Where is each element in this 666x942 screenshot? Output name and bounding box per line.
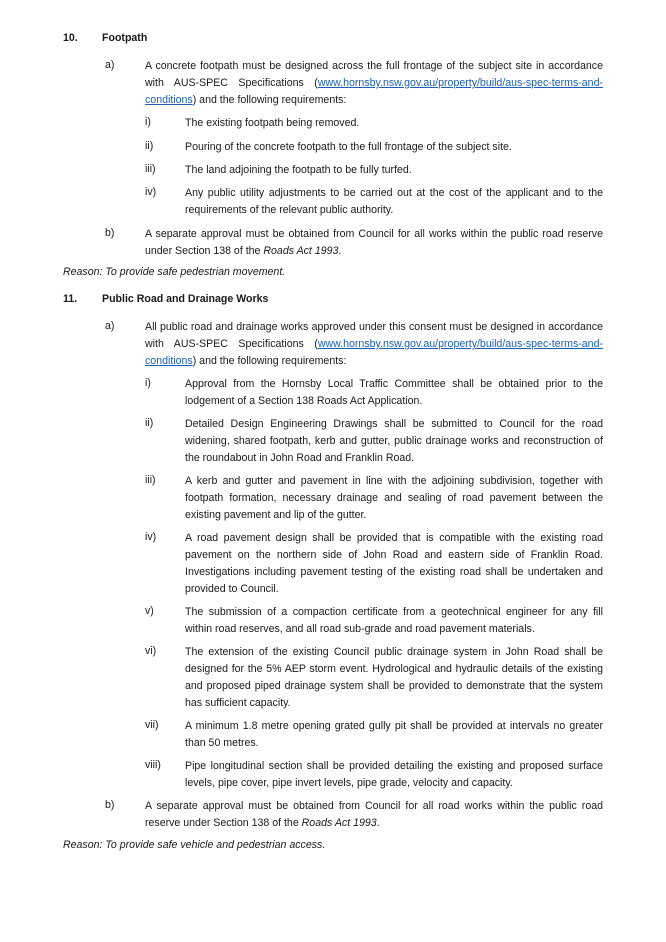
subitem-text: A kerb and gutter and pavement in line with the adjoining subdivision, together with footpath formation, necessary drainage and sealing of road pavement between the existing pavement and lip of the gutter. xyxy=(185,475,603,521)
subitem-label: i) xyxy=(145,116,151,128)
subitem-label: viii) xyxy=(145,759,161,771)
section-10-reason: Reason: To provide safe pedestrian movement. xyxy=(63,266,286,278)
section-10-title: Footpath xyxy=(102,32,148,44)
item-text: A separate approval must be obtained from Council for all road works within the public road reserve under Section 138 of the Roads Act 1993. xyxy=(145,800,603,829)
item-text: A separate approval must be obtained from Council for all works within the public road reserve under Section 138 of the Roads Act 1993. xyxy=(145,228,603,257)
subitem-label: iv) xyxy=(145,531,157,543)
subitem-label: vii) xyxy=(145,719,159,731)
item-text: A concrete footpath must be designed across the full frontage of the subject site in accordance with AUS-SPEC Specifications (www.hornsby.nsw.gov.au/property/build/aus-spec-terms-and-conditions) and the following requirements: xyxy=(145,60,603,106)
item-label: b) xyxy=(105,227,115,239)
subitem-label: i) xyxy=(145,377,151,389)
subitem-text: The existing footpath being removed. xyxy=(185,117,360,129)
section-11-number: 11. xyxy=(63,293,78,305)
subitem-label: ii) xyxy=(145,417,154,429)
subitem-label: vi) xyxy=(145,645,157,657)
subitem-text: Detailed Design Engineering Drawings shall be submitted to Council for the road widening, shared footpath, kerb and gutter, public drainage works and reconstruction of the roundabout in John Road and Franklin Road. xyxy=(185,418,603,464)
aus-spec-link[interactable]: www.hornsby.nsw.gov.au/property/build/aus-spec-terms-and-conditions xyxy=(145,77,603,106)
subitem-text: Pipe longitudinal section shall be provided detailing the existing and proposed surface levels, pipe cover, pipe invert levels, pipe grade, velocity and capacity. xyxy=(185,760,603,789)
item-text: All public road and drainage works approved under this consent must be designed in accordance with AUS-SPEC Specifications (www.hornsby.nsw.gov.au/property/build/aus-spec-terms-and-conditions) and the following requirements: xyxy=(145,321,603,367)
subitem-text: Approval from the Hornsby Local Traffic Committee shall be obtained prior to the lodgement of a Section 138 Roads Act Application. xyxy=(185,378,603,407)
section-11-reason: Reason: To provide safe vehicle and pedestrian access. xyxy=(63,839,326,851)
subitem-label: iv) xyxy=(145,186,157,198)
subitem-label: ii) xyxy=(145,140,154,152)
subitem-text: A minimum 1.8 metre opening grated gully pit shall be provided at intervals no greater than 50 metres. xyxy=(185,720,603,749)
item-label: a) xyxy=(105,59,115,71)
subitem-label: iii) xyxy=(145,163,156,175)
item-label: a) xyxy=(105,320,115,332)
aus-spec-link[interactable]: www.hornsby.nsw.gov.au/property/build/aus-spec-terms-and-conditions xyxy=(145,338,603,367)
section-11-title: Public Road and Drainage Works xyxy=(102,293,269,305)
section-10-number: 10. xyxy=(63,32,78,44)
subitem-label: iii) xyxy=(145,474,156,486)
subitem-text: A road pavement design shall be provided that is compatible with the existing road pavement on the northern side of John Road and eastern side of Franklin Road. Investigations including pavement testing of the existing road shall be undertaken and provided to Council. xyxy=(185,532,603,595)
subitem-label: v) xyxy=(145,605,154,617)
subitem-text: The submission of a compaction certificate from a geotechnical engineer for any fill within road reserves, and all road sub-grade and road pavement materials. xyxy=(185,606,603,635)
subitem-text: The land adjoining the footpath to be fully turfed. xyxy=(185,164,412,176)
subitem-text: The extension of the existing Council public drainage system in John Road shall be designed for the 5% AEP storm event. Hydrological and hydraulic details of the existing and proposed piped drainage system shall be provided to demonstrate that the system has sufficient capacity. xyxy=(185,646,603,709)
subitem-text: Any public utility adjustments to be carried out at the cost of the applicant and to the requirements of the relevant public authority. xyxy=(185,187,603,216)
subitem-text: Pouring of the concrete footpath to the full frontage of the subject site. xyxy=(185,141,512,153)
item-label: b) xyxy=(105,799,115,811)
